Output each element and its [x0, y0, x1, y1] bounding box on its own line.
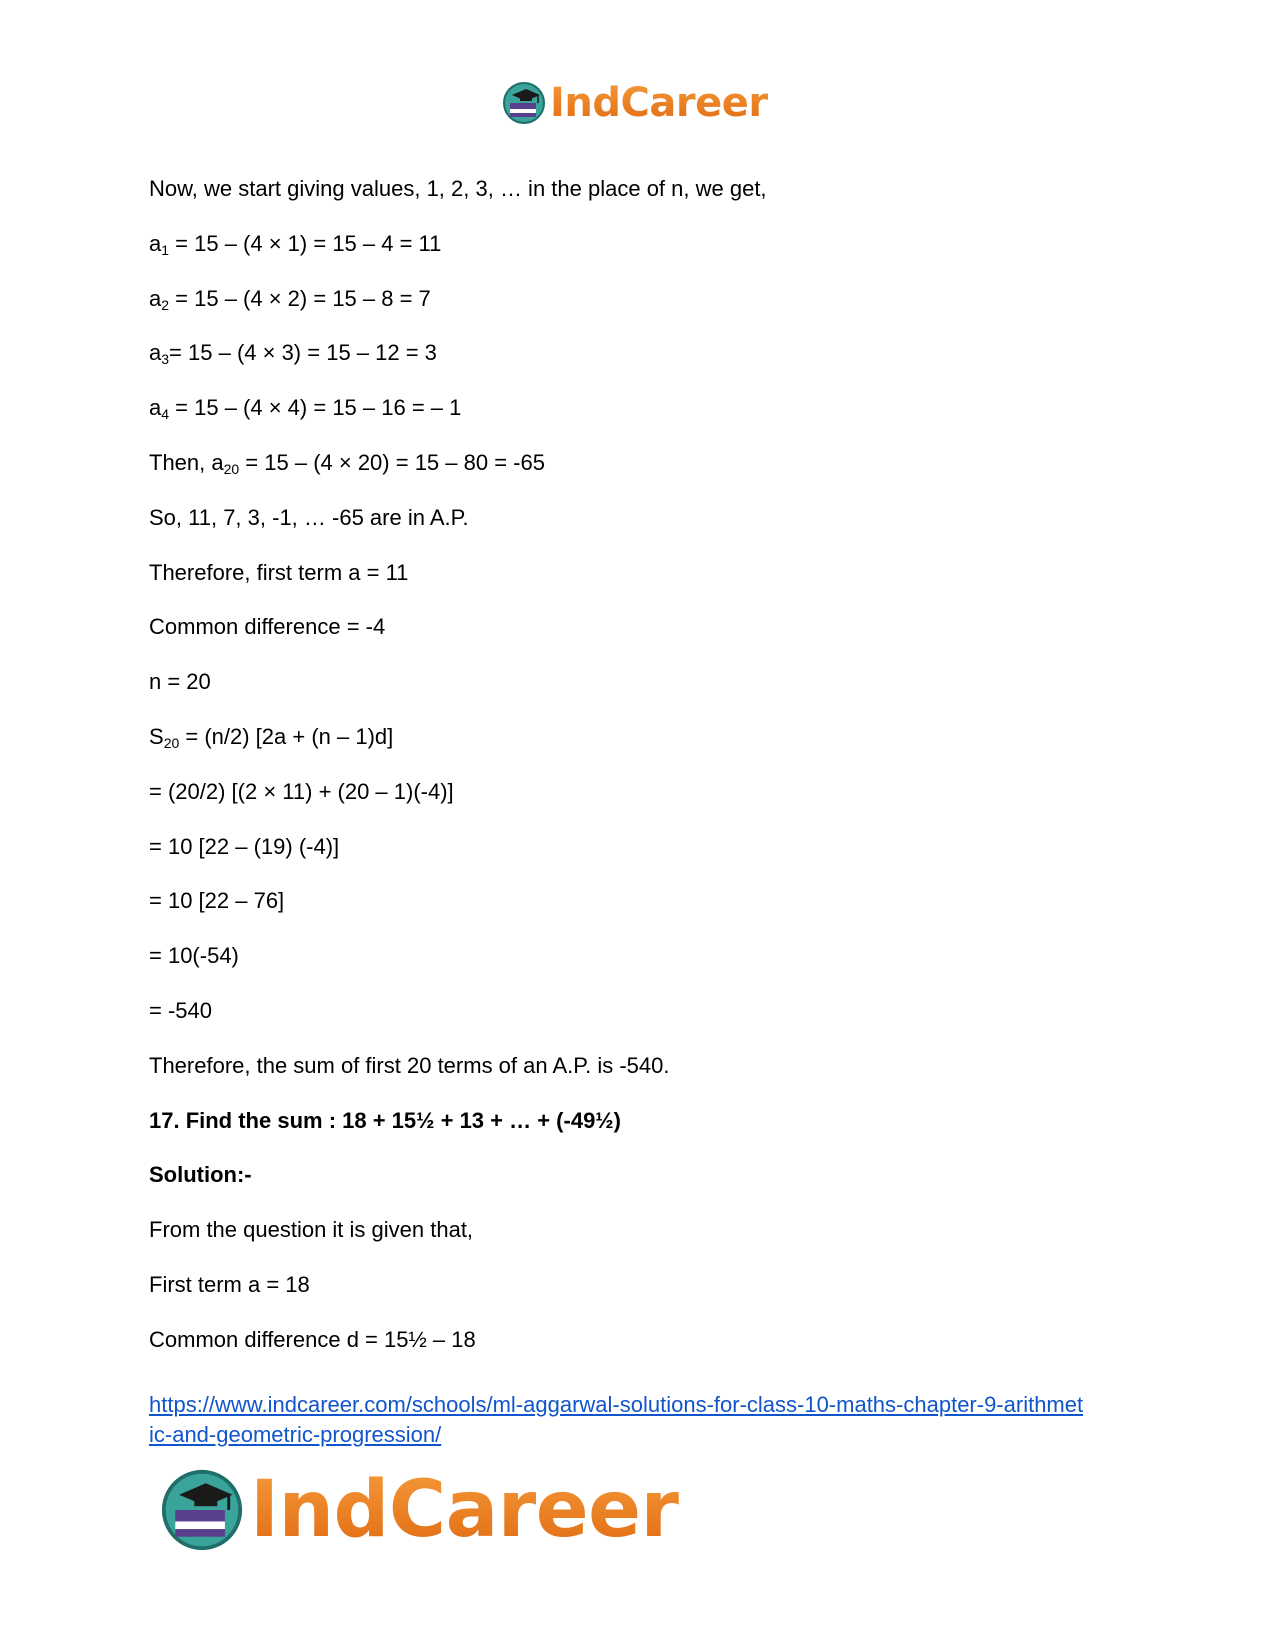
line-rest: = 15 – (4 × 4) = 15 – 16 = – 1: [169, 395, 462, 421]
text-line: [149, 450, 1149, 476]
text-line: = 10 [22 – (19) (-4)]: [149, 833, 340, 859]
line-prefix: a: [149, 340, 162, 366]
text-line: Therefore, first term a = 11: [149, 559, 409, 585]
line-prefix: S: [149, 723, 164, 749]
text-line: Common difference = -4: [149, 614, 386, 640]
line-rest: = 15 – (4 × 1) = 15 – 4 = 11: [169, 230, 442, 256]
subscript: 1: [161, 241, 170, 258]
text-line: So, 11, 7, 3, -1, … -65 are in A.P.: [149, 504, 469, 530]
question-heading: 17. Find the sum : 18 + 15½ + 13 + … + (-49½): [149, 1107, 621, 1133]
text-line: = -540: [149, 997, 212, 1023]
text-line: = (20/2) [(2 × 11) + (20 – 1)(-4)]: [149, 778, 454, 804]
brand-name: IndCareer: [550, 80, 768, 126]
line-rest: = 15 – (4 × 3) = 15 – 12 = 3: [169, 340, 437, 366]
graduation-book-globe-icon: [160, 1468, 244, 1552]
text-line: [149, 724, 1149, 750]
line-prefix: a: [149, 395, 162, 421]
text-line: [149, 231, 1149, 257]
subscript: 20: [163, 734, 180, 751]
source-link-line-2[interactable]: ic-and-geometric-progression/: [149, 1422, 442, 1447]
text-line: [149, 286, 1149, 312]
source-link-line-1[interactable]: https://www.indcareer.com/schools/ml-aggarwal-solutions-for-class-10-maths-chapter-9-arithmet: [149, 1392, 1084, 1417]
subscript: 2: [161, 296, 170, 313]
line-prefix: a: [149, 230, 162, 256]
line-prefix: Then, a: [149, 449, 224, 475]
subscript: 3: [161, 351, 170, 368]
footer-logo: [160, 1466, 679, 1554]
document-body: [149, 176, 1149, 1382]
text-line: From the question it is given that,: [149, 1217, 474, 1243]
graduation-book-globe-icon: [502, 81, 546, 125]
source-link[interactable]: [149, 1390, 1129, 1450]
text-line: [149, 340, 1149, 366]
line-prefix: a: [149, 285, 162, 311]
text-line: Common difference d = 15½ – 18: [149, 1326, 476, 1352]
text-line: = 10(-54): [149, 943, 239, 969]
text-line: n = 20: [149, 669, 211, 695]
question-heading: Solution:-: [149, 1162, 252, 1188]
subscript: 20: [223, 460, 240, 477]
header-logo: [502, 80, 768, 126]
line-rest: = 15 – (4 × 20) = 15 – 80 = -65: [239, 449, 545, 475]
subscript: 4: [161, 406, 170, 423]
text-line: [149, 395, 1149, 421]
brand-name: IndCareer: [250, 1465, 679, 1555]
line-rest: = (n/2) [2a + (n – 1)d]: [179, 723, 394, 749]
line-rest: = 15 – (4 × 2) = 15 – 8 = 7: [169, 285, 431, 311]
text-line: Therefore, the sum of first 20 terms of an A.P. is -540.: [149, 1052, 670, 1078]
text-line: Now, we start giving values, 1, 2, 3, … in the place of n, we get,: [149, 176, 767, 201]
text-line: First term a = 18: [149, 1271, 310, 1297]
text-line: = 10 [22 – 76]: [149, 888, 285, 914]
